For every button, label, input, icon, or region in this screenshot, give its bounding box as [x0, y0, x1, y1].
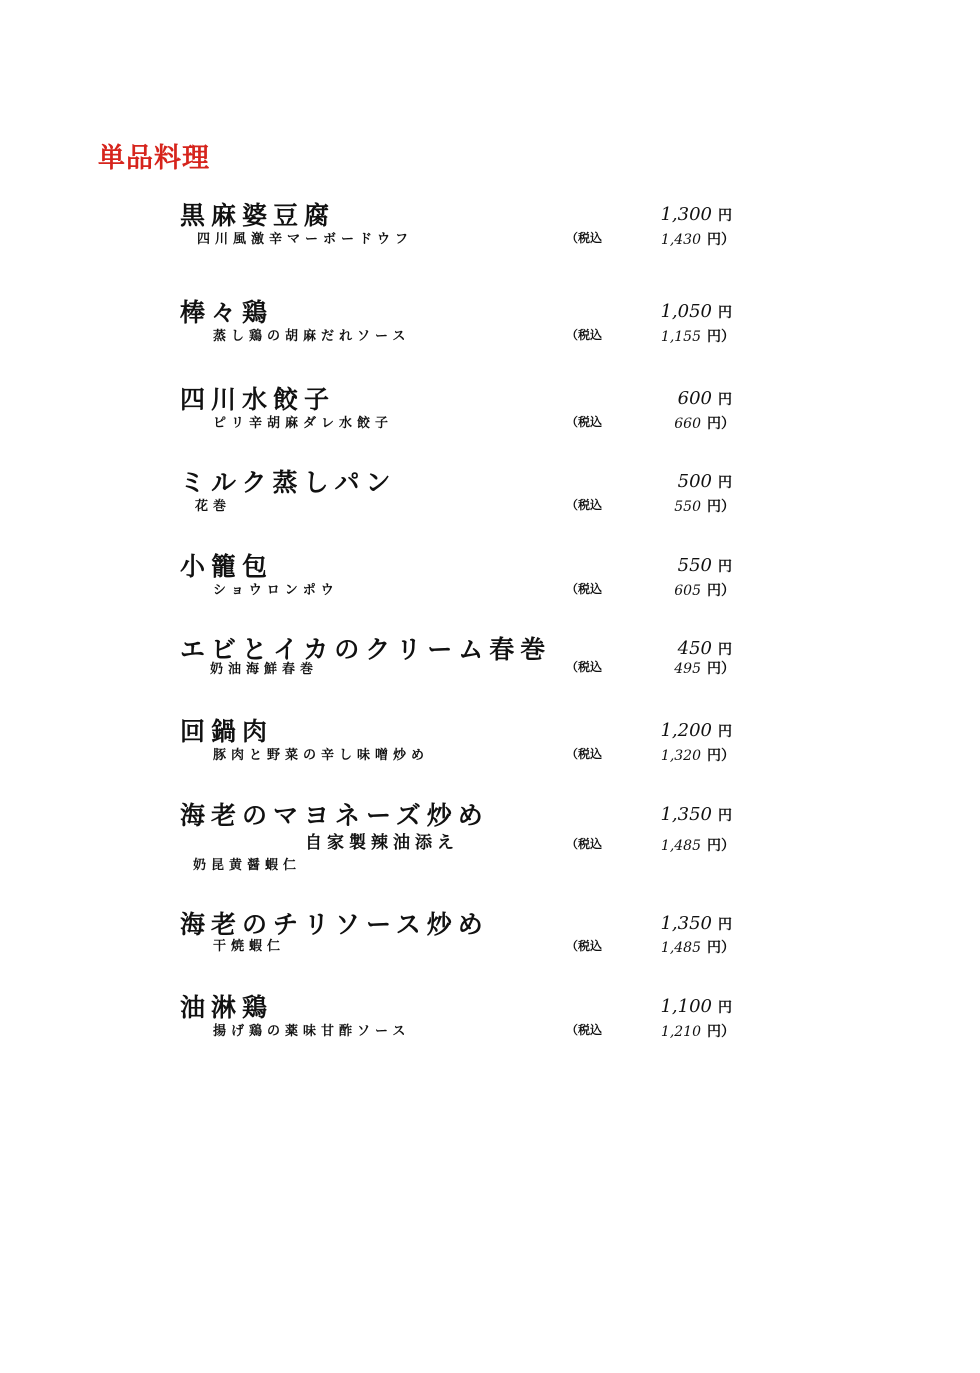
tax-price-unit: 円）: [707, 838, 735, 854]
item-description: 花巻: [195, 499, 232, 514]
item-price-tax-included: [674, 413, 735, 433]
tax-price-value: 1,320: [660, 748, 701, 764]
item-price-tax-included: [661, 229, 735, 249]
item-price: [678, 638, 732, 659]
menu-item: [0, 988, 980, 1068]
tax-price-value: 495: [674, 661, 701, 677]
price-value: 1,100: [660, 996, 712, 1017]
tax-price-value: 550: [674, 499, 701, 515]
item-price: [660, 720, 732, 741]
item-subnote: 自家製辣油添え: [305, 833, 459, 853]
menu-item: [0, 293, 980, 373]
tax-included-label: （税込: [566, 837, 603, 851]
tax-price-value: 660: [674, 416, 701, 432]
tax-included-label: （税込: [566, 660, 603, 674]
tax-included-label: （税込: [566, 1023, 603, 1037]
tax-price-unit: 円）: [707, 329, 735, 345]
item-description: ショウロンポウ: [213, 583, 339, 598]
tax-included-label: （税込: [566, 231, 603, 245]
tax-included-label: （税込: [566, 415, 603, 429]
price-unit: 円: [718, 475, 732, 491]
item-name: ミルク蒸しパン: [180, 468, 397, 497]
tax-price-unit: 円）: [707, 748, 735, 764]
item-description: 奶油海鮮春巻: [210, 662, 319, 677]
menu-item: [0, 547, 980, 627]
menu-item: [0, 380, 980, 460]
tax-price-unit: 円）: [707, 661, 735, 677]
tax-price-value: 1,155: [660, 329, 701, 345]
tax-price-value: 605: [674, 583, 701, 599]
price-unit: 円: [718, 808, 732, 824]
price-unit: 円: [718, 724, 732, 740]
item-price-tax-included: [674, 496, 735, 516]
item-price: [678, 471, 732, 492]
item-price: [660, 996, 732, 1017]
item-price: [660, 913, 732, 934]
price-value: 450: [677, 638, 712, 659]
tax-price-unit: 円）: [707, 583, 735, 599]
item-price-tax-included: [661, 835, 735, 855]
item-price-tax-included: [661, 326, 735, 346]
menu-item: [0, 712, 980, 792]
price-unit: 円: [718, 559, 732, 575]
tax-included-label: （税込: [566, 747, 603, 761]
item-price-tax-included: [674, 580, 735, 600]
tax-price-value: 1,485: [660, 838, 701, 854]
item-description: 豚肉と野菜の辛し味噌炒め: [213, 748, 430, 763]
tax-price-unit: 円）: [707, 416, 735, 432]
item-price: [660, 301, 732, 322]
price-value: 550: [677, 555, 712, 576]
item-name: 海老のマヨネーズ炒め: [180, 801, 489, 830]
price-value: 1,300: [660, 204, 712, 225]
item-name: 海老のチリソース炒め: [180, 910, 489, 939]
item-name: 油淋鶏: [180, 993, 274, 1022]
section-title: 単品料理: [98, 143, 210, 174]
price-unit: 円: [718, 305, 732, 321]
price-value: 600: [677, 388, 712, 409]
tax-price-value: 1,430: [660, 232, 701, 248]
tax-included-label: （税込: [566, 328, 603, 342]
price-unit: 円: [718, 642, 732, 658]
item-description: 四川風激辛マーボードウフ: [197, 232, 414, 247]
price-value: 1,350: [660, 913, 712, 934]
price-unit: 円: [718, 392, 732, 408]
price-unit: 円: [718, 917, 732, 933]
tax-included-label: （税込: [566, 939, 603, 953]
menu-item: [0, 630, 980, 710]
item-description: 奶昆黄醤蝦仁: [193, 858, 302, 873]
item-price: [678, 388, 732, 409]
item-name: 棒々鶏: [180, 298, 274, 327]
price-unit: 円: [718, 1000, 732, 1016]
item-description: 干焼蝦仁: [213, 939, 286, 954]
tax-price-unit: 円）: [707, 1024, 735, 1040]
price-value: 1,200: [660, 720, 712, 741]
menu-item: [0, 463, 980, 543]
item-price-tax-included: [674, 658, 735, 678]
tax-included-label: （税込: [566, 498, 603, 512]
item-description: 揚げ鶏の薬味甘酢ソース: [213, 1024, 411, 1039]
item-name: 小籠包: [180, 552, 274, 581]
item-description: 蒸し鶏の胡麻だれソース: [213, 329, 411, 344]
item-name: エビとイカのクリーム春巻: [180, 635, 552, 664]
item-price-tax-included: [661, 937, 735, 957]
item-name: 回鍋肉: [180, 717, 274, 746]
tax-price-unit: 円）: [707, 499, 735, 515]
menu-item: [0, 905, 980, 985]
item-price-tax-included: [661, 745, 735, 765]
menu-item: [0, 196, 980, 276]
price-value: 1,050: [660, 301, 712, 322]
tax-price-value: 1,485: [660, 940, 701, 956]
tax-price-unit: 円）: [707, 232, 735, 248]
item-description: ピリ辛胡麻ダレ水餃子: [213, 416, 394, 431]
tax-price-value: 1,210: [660, 1024, 701, 1040]
price-value: 1,350: [660, 804, 712, 825]
item-name: 四川水餃子: [180, 385, 336, 414]
item-price: [660, 204, 732, 225]
item-name: 黒麻婆豆腐: [180, 201, 336, 230]
item-price-tax-included: [661, 1021, 735, 1041]
menu-item: [0, 796, 980, 876]
price-unit: 円: [718, 208, 732, 224]
item-price: [660, 804, 732, 825]
tax-price-unit: 円）: [707, 940, 735, 956]
price-value: 500: [677, 471, 712, 492]
item-price: [678, 555, 732, 576]
tax-included-label: （税込: [566, 582, 603, 596]
